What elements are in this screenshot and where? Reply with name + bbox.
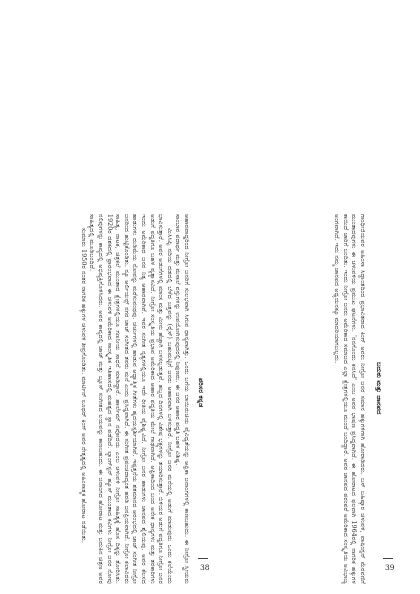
left-paragraph-2: ಮಿಸಿಸಿಪ್ಪಿ ನದಿಯ ದಡದಲ್ಲಿ ಬೆಳೆದ ಬತ್ತವನ್ನು (ರೈಸ್) ಬಹುಮಟ್ಟಿಗೆ ಜನರು ಆಹಾರವಾಗಿ ಬಳಸುತ್ತಾರೆ. ನೀಗ್ರೋ ಜನರ ಮನೆಯಲ್ಲಿ ಅಡುಗೆ ಮಾಡುವುದು ಒಂದು ಕಲೆಯೆಂದು ಭಾವಿಸುತ್ತಾರೆ. ಅವರ ಅಡುಗೆಗಳಲ್ಲಿ ಮಾಂಸ ಮತ್ತು ಮೀನು ಹೆಚ್ಚಾಗಿ ಬಳಸಲ್ಪಡುತ್ತವೆ. ಹಬ್ಬದ ದಿನಗಳಲ್ಲಿ ವಿಶೇಷ ಭಕ್ಷ್ಯಗಳನ್ನು ತಯಾರಿಸುತ್ತಾರೆ. ಬಿಳಿಯರ ಅಡುಗೆ ಪದ್ಧತಿಗೂ ನೀಗ್ರೋ ಜನರ ಅಡುಗೆ ಪದ್ಧತಿಗೂ ಬಹಳ ವ್ಯತ್ಯಾಸವಿದೆ. ನೀಗ್ರೋ ಸಂಸ್ಕೃತಿಯ ಪ್ರಭಾವ ಅಮೆರಿಕಾದ ಆಹಾರ ಪದ್ಧತಿಯ ಮೇಲೆ ಗಾಢವಾಗಿದೆ. ಆಫ್ರಿಕಾದಿಂದ ಬಂದ ಅನೇಕ ಧಾನ್ಯಗಳು ಮತ್ತು ತರಕಾರಿಗಳು ಇಂದು ಅಮೆರಿಕಾದ ಜನರ ನಿತ್ಯ ಆಹಾರವಾಗಿವೆ. ಇವರ ಸಂಗೀತ ನೃತ್ಯಗಳಲ್ಲಿಯೂ ಇದೇ ರೀತಿಯ ವೈಶಿಷ್ಟ್ಯವಿದೆ. ನೀಗ್ರೋ ಜನರ ಹಾಡುಗಳು ಜಾನಪದ ಶೈಲಿಯವು. ಅವರ ಕೆಲಸದ ಹಾಡುಗಳು ದುಡಿಮೆಯ ನೋವನ್ನು ಮರೆಸುವಂಥವು. ಚರ್ಚುಗಳಲ್ಲಿ ಹಾಡುವ ಆಧ್ಯಾತ್ಮಿಕ ಗೀತೆಗಳು ಹೃದಯಸ್ಪರ್ಶಿಯಾಗಿವೆ. ಇಪ್ಪತ್ತನೆಯ ಶತಮಾನದ ಆರಂಭದಲ್ಲಿ ಜಾಜ್ ಸಂಗೀತ ನೀಗ್ರೋ ಜನರಿಂದ ಹುಟ್ಟಿಕೊಂಡಿತು. ನ್ಯೂ ಆರ್ಲಿಯನ್ಸ್ ನಗರ ಜಾಜ್ ಸಂಗೀತದ ತವರು ಮನೆ ಎಂದು ಪ್ರಸಿದ್ಧವಾಗಿದೆ. ಈ ಸಂಗೀತ ಪ್ರಪಂಚದಾದ್ಯಂತ ಹರಡಿ ಜನಪ್ರಿಯವಾಗಿದೆ. ನೀಗ್ರೋ ಕಲಾವಿದರು ಸಾಹಿತ್ಯ, ನಾಟಕ, ಚಿತ್ರಕಲೆ ಮುಂತಾದ ಕ್ಷೇತ್ರಗಳಲ್ಲಿಯೂ ಗಣನೀಯ ಸಾಧನೆ ಮಾಡಿದ್ದಾರೆ. ಹಾರ್ಲೆಮ್ ನವೋದಯ ಎಂಬ ಚಳುವಳಿ ನೀಗ್ರೋ ಸಾಹಿತ್ಯಕ್ಕೆ ಹೊಸ ದಿಕ್ಕನ್ನು ತೋರಿಸಿತು. 1920ರ ದಶಕದಲ್ಲಿ ಪ್ರಾರಂಭವಾದ ಈ ಚಳುವಳಿ ಅಮೆರಿಕಾದ ಸಾಂಸ್ಕೃತಿಕ ಇತಿಹಾಸದಲ್ಲಿ ಮಹತ್ವದ ಸ್ಥಾನ ಪಡೆದಿದೆ. ಲ್ಯಾಂಗ್‌ಸ್ಟನ್ ಹ್ಯೂಸ್ ಮುಂತಾದ ಕವಿಗಳು ನೀಗ್ರೋ ಜನರ ನೋವು ನಲಿವುಗಳನ್ನು ಕಾವ್ಯದಲ್ಲಿ ಅಭಿವ್ಯಕ್ತಿಗೊಳಿಸಿದರು. ಅವರ ಕಾವ್ಯದಲ್ಲಿ ಜಾಜ್ ಮತ್ತು ಬ್ಲೂಸ್ ಸಂಗೀತದ ಲಯವನ್ನು ಕಾಣಬಹುದು. ಈ ಜನಾಂಗದ ಹೋರಾಟ ಮತ್ತು ಬದುಕಿನ ಚಿತ್ರಣ ಅವರ ಸಾಹಿತ್ಯದಲ್ಲಿ ಮೂಡಿಬಂದಿದೆ. xyxy=(88,214,173,584)
left-folio-rule xyxy=(198,558,208,559)
right-page-body xyxy=(332,214,366,584)
right-running-head: ಬದುಕು ಮತ್ತು ಜಾನಪದ xyxy=(375,362,383,415)
left-paragraph-1: ಆಹಾರವಾದ್ದರಿಂದ ನೀಗ್ರೋ ಜನರಿಗೆ ಸುಲಭವಾಗಿ ಸಿಗುವ ಧಾನ್ಯವಾಗಿತ್ತು. ಒಂದು ಬಗೆಯ ಬಾಯಿರುಚಿಯ ವೈವಿಧ್ಯತೆಯನ್ನು ಆಫ್ರಿಕಾ ಜನಾಂಗಗಳಲ್ಲಿ ಕಾಣಬಹುದು. ಈ ನೀಗ್ರೋ ಸ್ತ್ರೀಯರು ಸಾಂಬಾರ ಪದಾರ್ಥ ಮತ್ತು ಮಸಾಲೆ ವಸ್ತುಗಳನ್ನು ಉಪಯೋಗಿಸುವುದರಲ್ಲಿ ನಿಪುಣರು. ಈ ಜನರ ಆಹಾರ ಪದ್ಧತಿ ಬಹಳ ವಿಶಿಷ್ಟ. xyxy=(174,214,190,584)
left-page-body xyxy=(78,214,190,584)
left-page-number: 38 xyxy=(200,563,210,572)
left-running-head: ಪರಿಸರ ಕನ್ನಡ xyxy=(197,378,205,408)
right-paragraph-1: ಗಾಂಧೀಜಿಯವರ ಅಹಿಂಸಾ ಸಿದ್ಧಾಂತದಿಂದ ಪ್ರಭಾವಿತರಾದ ಕಿಂಗ್ ಅವರು ನೀಗ್ರೋ ಜನರ ಸಮಾನ ಹಕ್ಕುಗಳಿಗಾಗಿ ಹೋರಾಡಿದರು. ಬಸ್ ಬಹಿಷ್ಕಾರ ಚಳುವಳಿ, ವಾಷಿಂಗ್ಟನ್ ಮೆರವಣಿಗೆ ಮುಂತಾದವುಗಳು ಈ ಚಳುವಳಿಯ ಪ್ರಮುಖ ಘಟನೆಗಳು. 'ನನಗೊಂದು ಕನಸಿದೆ' ಎಂಬ ಅವರ ಭಾಷಣ ಪ್ರಸಿದ್ಧವಾಗಿದೆ. ಈ ಹೋರಾಟದ ಫಲವಾಗಿ 1964ರಲ್ಲಿ ನಾಗರಿಕ ಹಕ್ಕುಗಳ ಕಾಯಿದೆ ಜಾರಿಗೆ ಬಂದಿತು. ಇಂದು ನೀಗ್ರೋ ಜನರು ಅಮೆರಿಕಾದ ಸಮಾಜದ ಎಲ್ಲಾ ಕ್ಷೇತ್ರಗಳಲ್ಲಿಯೂ ಮುಂದೆ ಬಂದಿದ್ದಾರೆ. ಅವರ ಜಾನಪದ ಪರಂಪರೆ ಅಮೆರಿಕಾದ ಸಂಸ್ಕೃತಿಯ ಅವಿಭಾಜ್ಯ ಅಂಗವಾಗಿದೆ. ಇದು ನಮ್ಮ ಜಾನಪದ ಅಧ್ಯಯನಕ್ಕೂ ಮಾದರಿಯಾಗಬಲ್ಲದು. xyxy=(333,214,366,584)
right-page-number: 39 xyxy=(385,563,395,572)
right-folio-rule xyxy=(383,558,393,559)
left-paragraph-3: ಸುಮಾರು 1950ರ ನಂತರ ನಾಗರಿಕ ಹಕ್ಕುಗಳ ಚಳುವಳಿ ತೀವ್ರಗೊಂಡಿತು. ಮಾರ್ಟಿನ್ ಲೂಥರ್ ಕಿಂಗ್ ಅವರ ನೇತೃತ್ವದಲ್ಲಿ ಅಹಿಂಸಾತ್ಮಕ ಹೋರಾಟ ನಡೆಯಿತು. xyxy=(79,228,87,544)
